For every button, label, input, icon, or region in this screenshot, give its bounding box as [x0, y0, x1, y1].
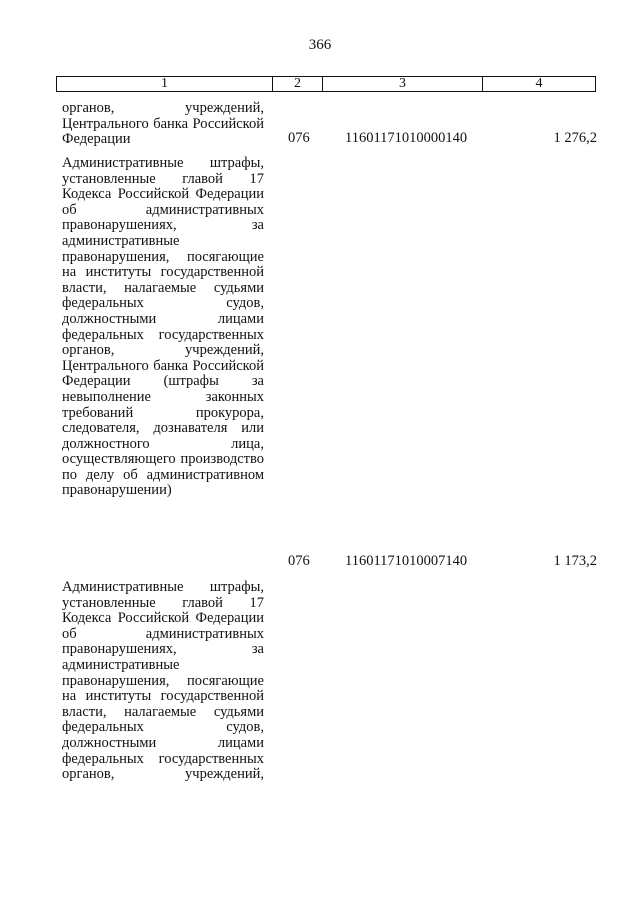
row-description: органов, учреждений, Центрального банка Российской Федерации — [62, 100, 264, 148]
row-amount: 1 173,2 — [553, 553, 597, 569]
table-header-col-1: 1 — [161, 76, 168, 91]
row-description: Административные штрафы, установленные главой 17 Кодекса Российской Федерации об административных правонарушениях, за административные правонарушения, посягающие на институты государственной власти, налагаемые судьями федеральных судов, должностными лицами федеральных государственных органов, учреждений, Центрального банка Российской Федерации (штрафы за невыполнение законных требований прокурора, следователя, дознавателя или должностного лица, осуществляющего производство по делу об административном правонарушении) — [62, 155, 264, 499]
row-kbk: 11601171010007140 — [345, 553, 468, 569]
row-admin-code: 076 — [288, 553, 310, 569]
table-header-row — [56, 76, 596, 92]
page-number: 366 — [308, 37, 332, 53]
row-amount: 1 276,2 — [553, 130, 597, 146]
row-admin-code: 076 — [288, 130, 310, 146]
row-kbk: 11601171010000140 — [345, 130, 468, 146]
table-header-col-3: 3 — [322, 77, 482, 91]
table-header-col-4: 4 — [482, 77, 595, 91]
row-description: Административные штрафы, установленные главой 17 Кодекса Российской Федерации об административных правонарушениях, за административные правонарушения, посягающие на институты государственной власти, налагаемые судьями федеральных судов, должностными лицами федеральных государственных органов, учреждений, — [62, 579, 264, 783]
table-header-col-2: 2 — [272, 77, 322, 91]
